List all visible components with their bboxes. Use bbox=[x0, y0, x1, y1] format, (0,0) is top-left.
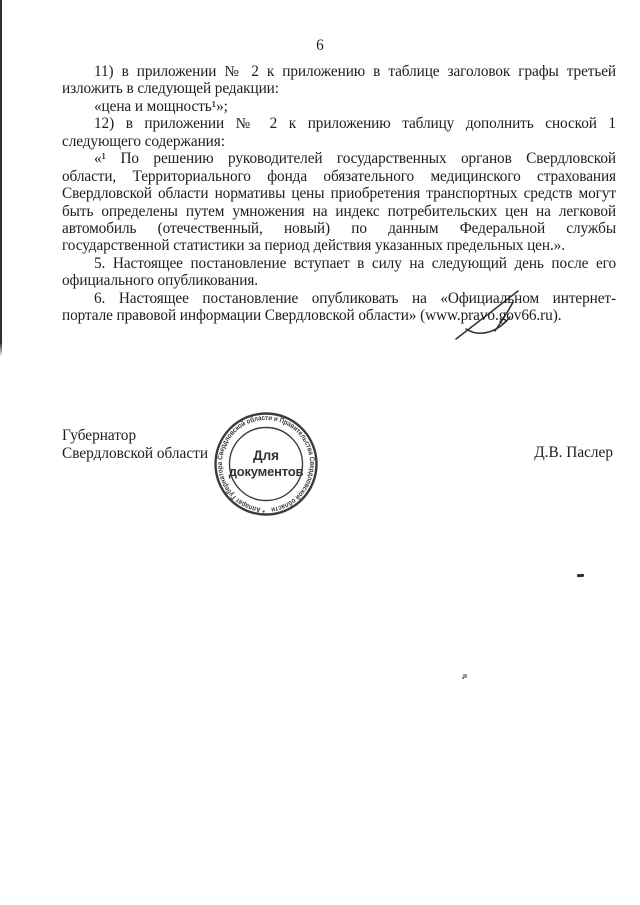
signatory-name: Д.В. Паслер bbox=[534, 444, 613, 461]
stamp-ring-text: * Аппарат Губернатора Свердловской области и Правительства Свердловской области bbox=[214, 412, 318, 515]
scan-artifact-speck bbox=[463, 674, 467, 678]
text-line: 5. Настоящее постановление вступает в силу на следующий день после его bbox=[94, 254, 616, 272]
text-line: области, Территориального фонда обязательного медицинского страхования bbox=[62, 167, 616, 185]
text-line: Свердловской области нормативы цены приобретения транспортных средств могут bbox=[62, 185, 616, 203]
text-line: следующего содержания: bbox=[62, 132, 225, 150]
text-line: 11) в приложении № 2 к приложению в таблице заголовок графы третьей bbox=[94, 63, 616, 80]
page-number: 6 bbox=[316, 37, 324, 54]
text-line: «¹ По решению руководителей государственных органов Свердловской bbox=[94, 150, 616, 168]
signatory-title-line-1: Губернатор bbox=[62, 427, 137, 444]
text-line: официального опубликования. bbox=[62, 272, 259, 290]
text-line: автомобиль (отечественный, новый) по данным Федеральной службы bbox=[62, 219, 616, 237]
official-stamp bbox=[209, 407, 323, 521]
stamp-center-text-line-2: документов bbox=[228, 464, 304, 479]
text-line: 6. Настоящее постановление опубликовать на «Официальном интернет- bbox=[94, 289, 616, 307]
text-line: портале правовой информации Свердловской области» (www.pravo.gov66.ru). bbox=[62, 307, 562, 325]
handwritten-signature bbox=[440, 285, 570, 345]
scan-edge-artifact bbox=[0, 0, 2, 357]
signatory-title bbox=[62, 427, 208, 462]
text-line: государственной статистики за период действия указанных предельных цен.». bbox=[62, 237, 565, 255]
text-line: «цена и мощность¹»; bbox=[94, 97, 228, 115]
signatory-title-line-2: Свердловской области bbox=[62, 444, 209, 462]
text-line: 12) в приложении № 2 к приложению таблицу дополнить сноской 1 bbox=[94, 115, 616, 133]
scan-artifact-dash bbox=[577, 574, 584, 577]
stamp-center-text-line-1: Для bbox=[252, 448, 280, 463]
text-line: быть определены путем умножения на индекс потребительских цен на легковой bbox=[62, 202, 616, 220]
text-line: изложить в следующей редакции: bbox=[62, 80, 279, 98]
